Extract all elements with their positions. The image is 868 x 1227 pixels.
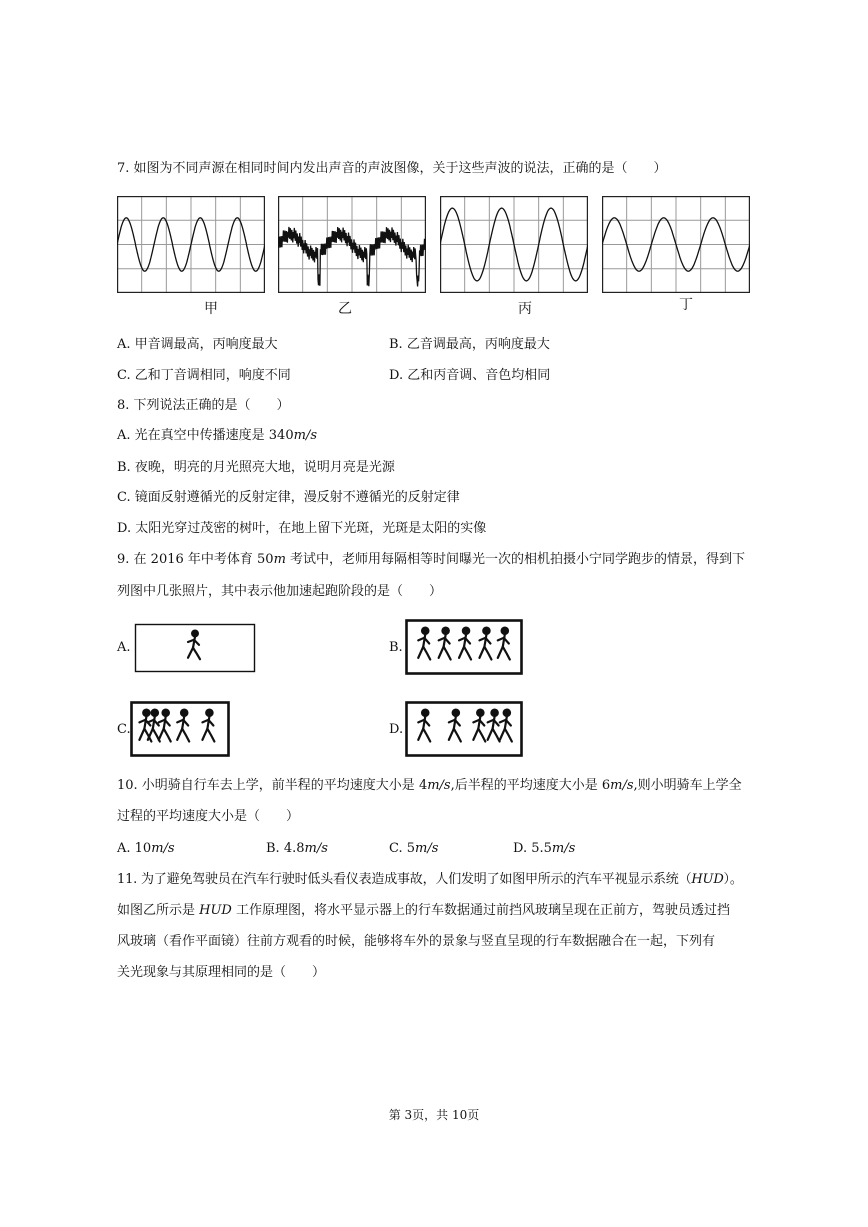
waveform-caption-ding: 丁 [679, 297, 693, 313]
q8-stem: 8. 下列说法正确的是（ ） [117, 398, 290, 413]
q9-option-a-label[interactable]: A. [117, 640, 131, 655]
q8-option-a[interactable]: A. 光在真空中传播速度是 340m/s [117, 428, 317, 443]
q10-option-b[interactable]: B. 4.8m/s [266, 841, 328, 856]
q7-option-d[interactable]: D. 乙和丙音调、音色均相同 [389, 368, 551, 383]
runner-figure [418, 710, 430, 742]
runner-figure [459, 628, 471, 660]
waveform-yi [278, 196, 426, 293]
q7-option-a[interactable]: A. 甲音调最高，丙响度最大 [117, 337, 278, 352]
q7-option-b[interactable]: B. 乙音调最高，丙响度最大 [389, 337, 550, 352]
waveform-bing [440, 196, 588, 293]
waveform-caption-jia: 甲 [204, 301, 218, 317]
q9-photo-c[interactable] [130, 700, 230, 758]
waveform-jia [117, 196, 265, 293]
waveform-jia-svg [117, 196, 265, 293]
runner-figure [479, 628, 491, 660]
waveform-ding [602, 196, 750, 293]
q9-stem-line1: 9. 在 2016 年中考体育 50m 考试中，老师用每隔相等时间曝光一次的相机拍摄小宁同学跑步的情景，得到下 [117, 552, 746, 567]
runner-figure [202, 710, 214, 742]
runner-figure [177, 710, 189, 742]
waveform-yi-svg [278, 196, 426, 293]
runner-figure [159, 710, 171, 742]
runner-figure [498, 628, 510, 660]
q9-stem-line2: 列图中几张照片，其中表示他加速起跑阶段的是（ ） [117, 584, 443, 599]
q9-photo-d[interactable] [405, 700, 523, 758]
q8-option-c[interactable]: C. 镜面反射遵循光的反射定律，漫反射不遵循光的反射定律 [117, 490, 460, 505]
page-footer: 第 3页，共 10页 [388, 1108, 480, 1122]
waveform-caption-yi: 乙 [338, 301, 352, 317]
q9-option-b-label[interactable]: B. [389, 640, 403, 655]
q9-photo-b[interactable] [405, 618, 523, 676]
q8-option-d[interactable]: D. 太阳光穿过茂密的树叶，在地上留下光斑，光斑是太阳的实像 [117, 521, 487, 536]
runner-figure [488, 710, 500, 742]
q10-option-c[interactable]: C. 5m/s [389, 841, 439, 856]
q7-option-c[interactable]: C. 乙和丁音调相同，响度不同 [117, 368, 291, 383]
runner-figure [473, 710, 485, 742]
q7-stem: 7. 如图为不同声源在相同时间内发出声音的声波图像，关于这些声波的说法，正确的是（ ） [117, 161, 667, 176]
runner-figure [418, 628, 430, 660]
q10-stem-line1: 10. 小明骑自行车去上学，前半程的平均速度大小是 4m/s,后半程的平均速度大小是 6m/s,则小明骑车上学全 [117, 778, 742, 793]
q11-stem-line1: 11. 为了避免驾驶员在汽车行驶时低头看仪表造成事故，人们发明了如图甲所示的汽车平视显示系统（HUD）。 [117, 872, 743, 887]
q9-option-c-label[interactable]: C. [117, 722, 131, 737]
q10-option-d[interactable]: D. 5.5m/s [513, 841, 576, 856]
runner-figure [439, 628, 451, 660]
q10-stem-line2: 过程的平均速度大小是（ ） [117, 809, 300, 824]
waveform-caption-bing: 丙 [518, 301, 532, 317]
waveform-ding-svg [602, 196, 750, 293]
q10-option-a[interactable]: A. 10m/s [117, 841, 175, 856]
q11-stem-line2: 如图乙所示是 HUD 工作原理图，将水平显示器上的行车数据通过前挡风玻璃呈现在正前方，驾驶员透过挡 [117, 903, 730, 918]
runner-figure [188, 631, 200, 660]
q11-stem-line4: 关光现象与其原理相同的是（ ） [117, 965, 326, 980]
runner-figure [500, 710, 512, 742]
q9-option-d-label[interactable]: D. [389, 722, 404, 737]
q8-option-b[interactable]: B. 夜晚，明亮的月光照亮大地，说明月亮是光源 [117, 460, 395, 475]
waveform-bing-svg [440, 196, 588, 293]
runner-figure [449, 710, 461, 742]
q9-photo-a[interactable] [134, 622, 256, 674]
q11-stem-line3: 风玻璃（看作平面镜）往前方观看的时候，能够将车外的景象与竖直呈现的行车数据融合在一起，下列有 [117, 934, 716, 949]
